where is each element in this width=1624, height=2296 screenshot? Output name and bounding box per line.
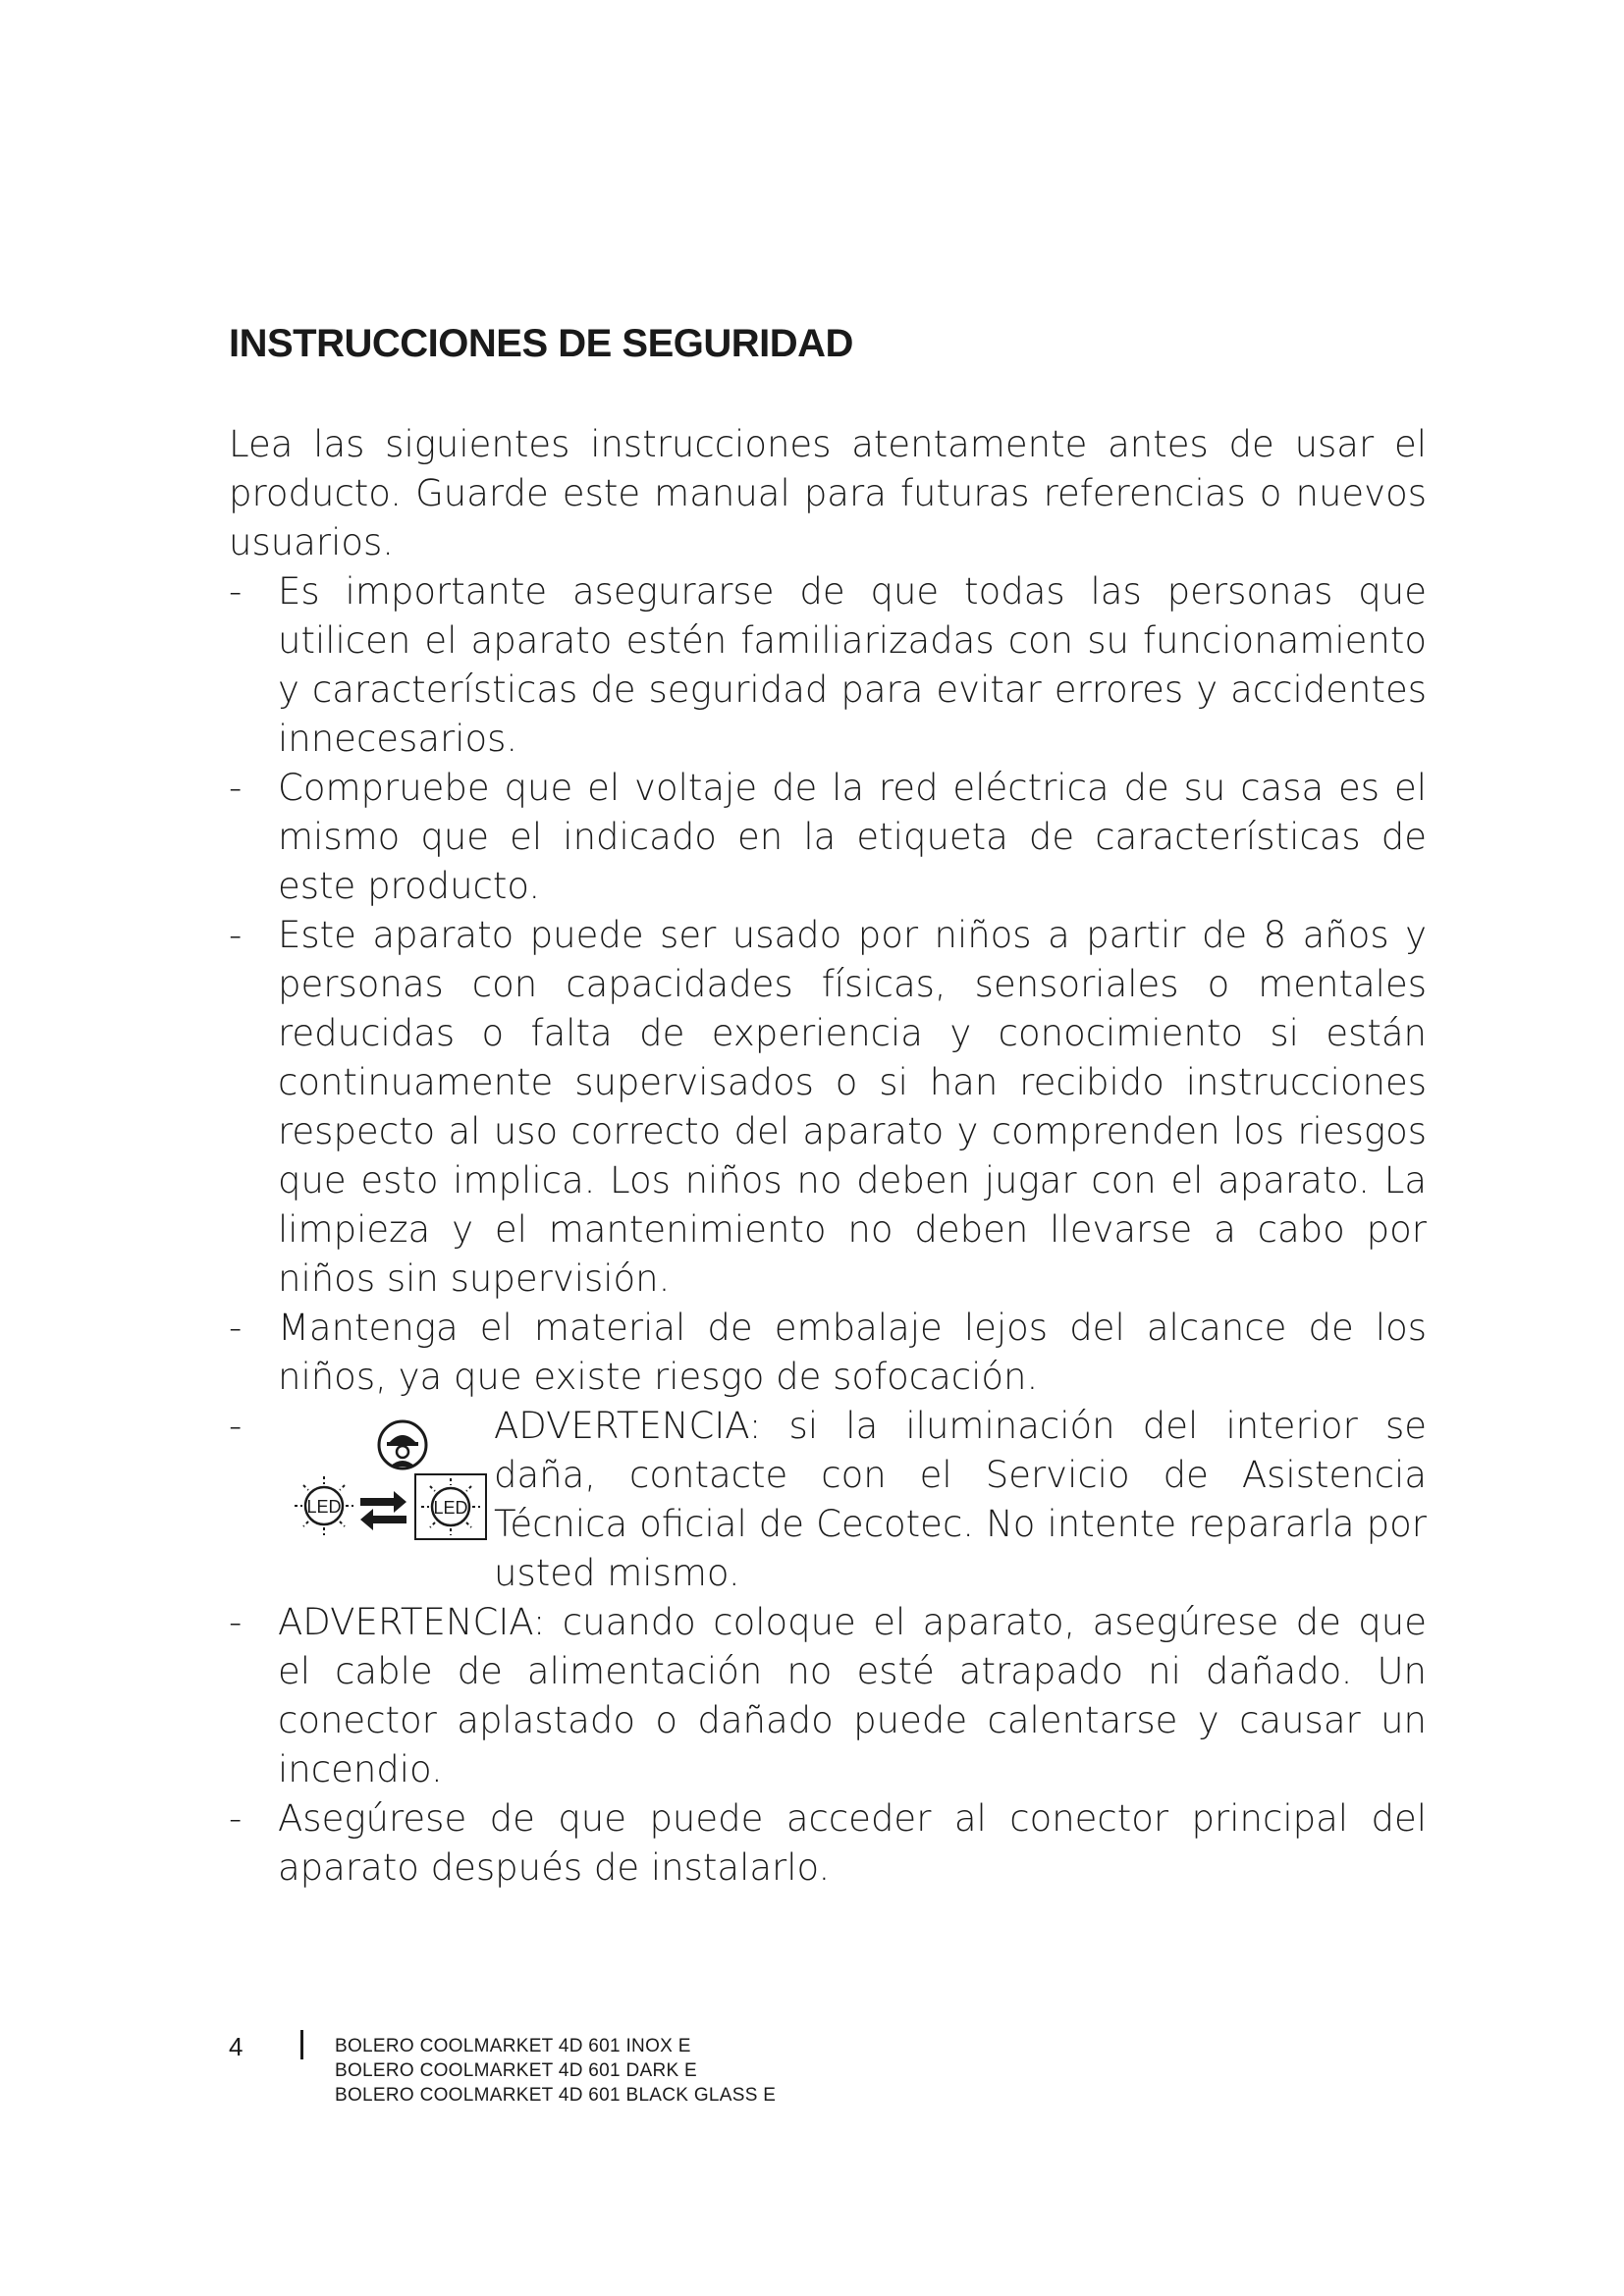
safety-list [229,567,1427,1893]
led-bulb-right [415,1474,486,1539]
list-dash: - [229,1601,243,1643]
safety-content [229,420,1427,1893]
model-name: BOLERO COOLMARKET 4D 601 INOX E [335,2036,691,2056]
list-dash: - [229,1797,243,1840]
footer-separator [300,2030,303,2059]
led-replacement-icon [278,1408,494,1555]
led-warning-block [278,1402,1427,1598]
list-item-text: Este aparato puede ser usado por niños a partir de 8 años y personas con capacidades físicas, sensoriales o mentales reducidas o falta de experiencia y conocimiento si están continuamente supervisados o si han recibido instrucciones respecto al uso correcto del aparato y comprenden los riesgos que esto implica. Los niños no deben jugar con el aparato. La limpieza y el mantenimiento no deben llevarse a cabo por niños sin supervisión. [278,914,1427,1300]
list-item [229,764,1427,911]
list-item-text: Asegúrese de que puede acceder al conector principal del aparato después de instalarlo. [278,1797,1427,1889]
model-name: BOLERO COOLMARKET 4D 601 DARK E [335,2060,698,2081]
list-item-text: Es importante asegurarse de que todas las personas que utilicen el aparato estén familiarizadas con su funcionamiento y características de seguridad para evitar errores y accidentes innecesarios. [278,570,1427,760]
led-warning-text: ADVERTENCIA: si la iluminación del interior se daña, contacte con el Servicio de Asistencia Técnica oficial de Cecotec. No intente repararla por usted mismo. [494,1405,1427,1594]
list-item-led-warning [229,1402,1427,1598]
list-dash: - [229,570,243,613]
list-item [229,1304,1427,1402]
intro-paragraph: Lea las siguientes instrucciones atentamente antes de usar el producto. Guarde este manual para futuras referencias o nuevos usuarios. [229,423,1427,563]
model-list [335,2034,776,2108]
list-dash: - [229,767,243,809]
exchange-arrows-icon [360,1491,406,1530]
led-bulb-left [295,1476,353,1535]
list-item-text: ADVERTENCIA: cuando coloque el aparato, asegúrese de que el cable de alimentación no esté atrapado ni dañado. Un conector aplastado o dañado puede calentarse y causar un incendio. [278,1601,1427,1790]
list-item [229,1598,1427,1794]
page-title: INSTRUCCIONES DE SEGURIDAD [229,322,853,365]
led-label-left: LED [306,1497,342,1517]
list-item-text: Compruebe que el voltaje de la red eléctrica de su casa es el mismo que el indicado en la etiqueta de características de este producto. [278,767,1427,907]
list-item [229,1794,1427,1893]
page-number: 4 [229,2032,244,2061]
led-label-right: LED [433,1498,468,1518]
model-name: BOLERO COOLMARKET 4D 601 BLACK GLASS E [335,2085,777,2106]
list-item-text: Mantenga el material de embalaje lejos del alcance de los niños, ya que existe riesgo de sofocación. [278,1307,1427,1398]
list-dash: - [229,914,243,956]
list-item [229,567,1427,764]
list-dash: - [229,1405,243,1447]
technician-icon [379,1421,426,1468]
list-item [229,911,1427,1304]
list-dash: - [229,1307,243,1349]
